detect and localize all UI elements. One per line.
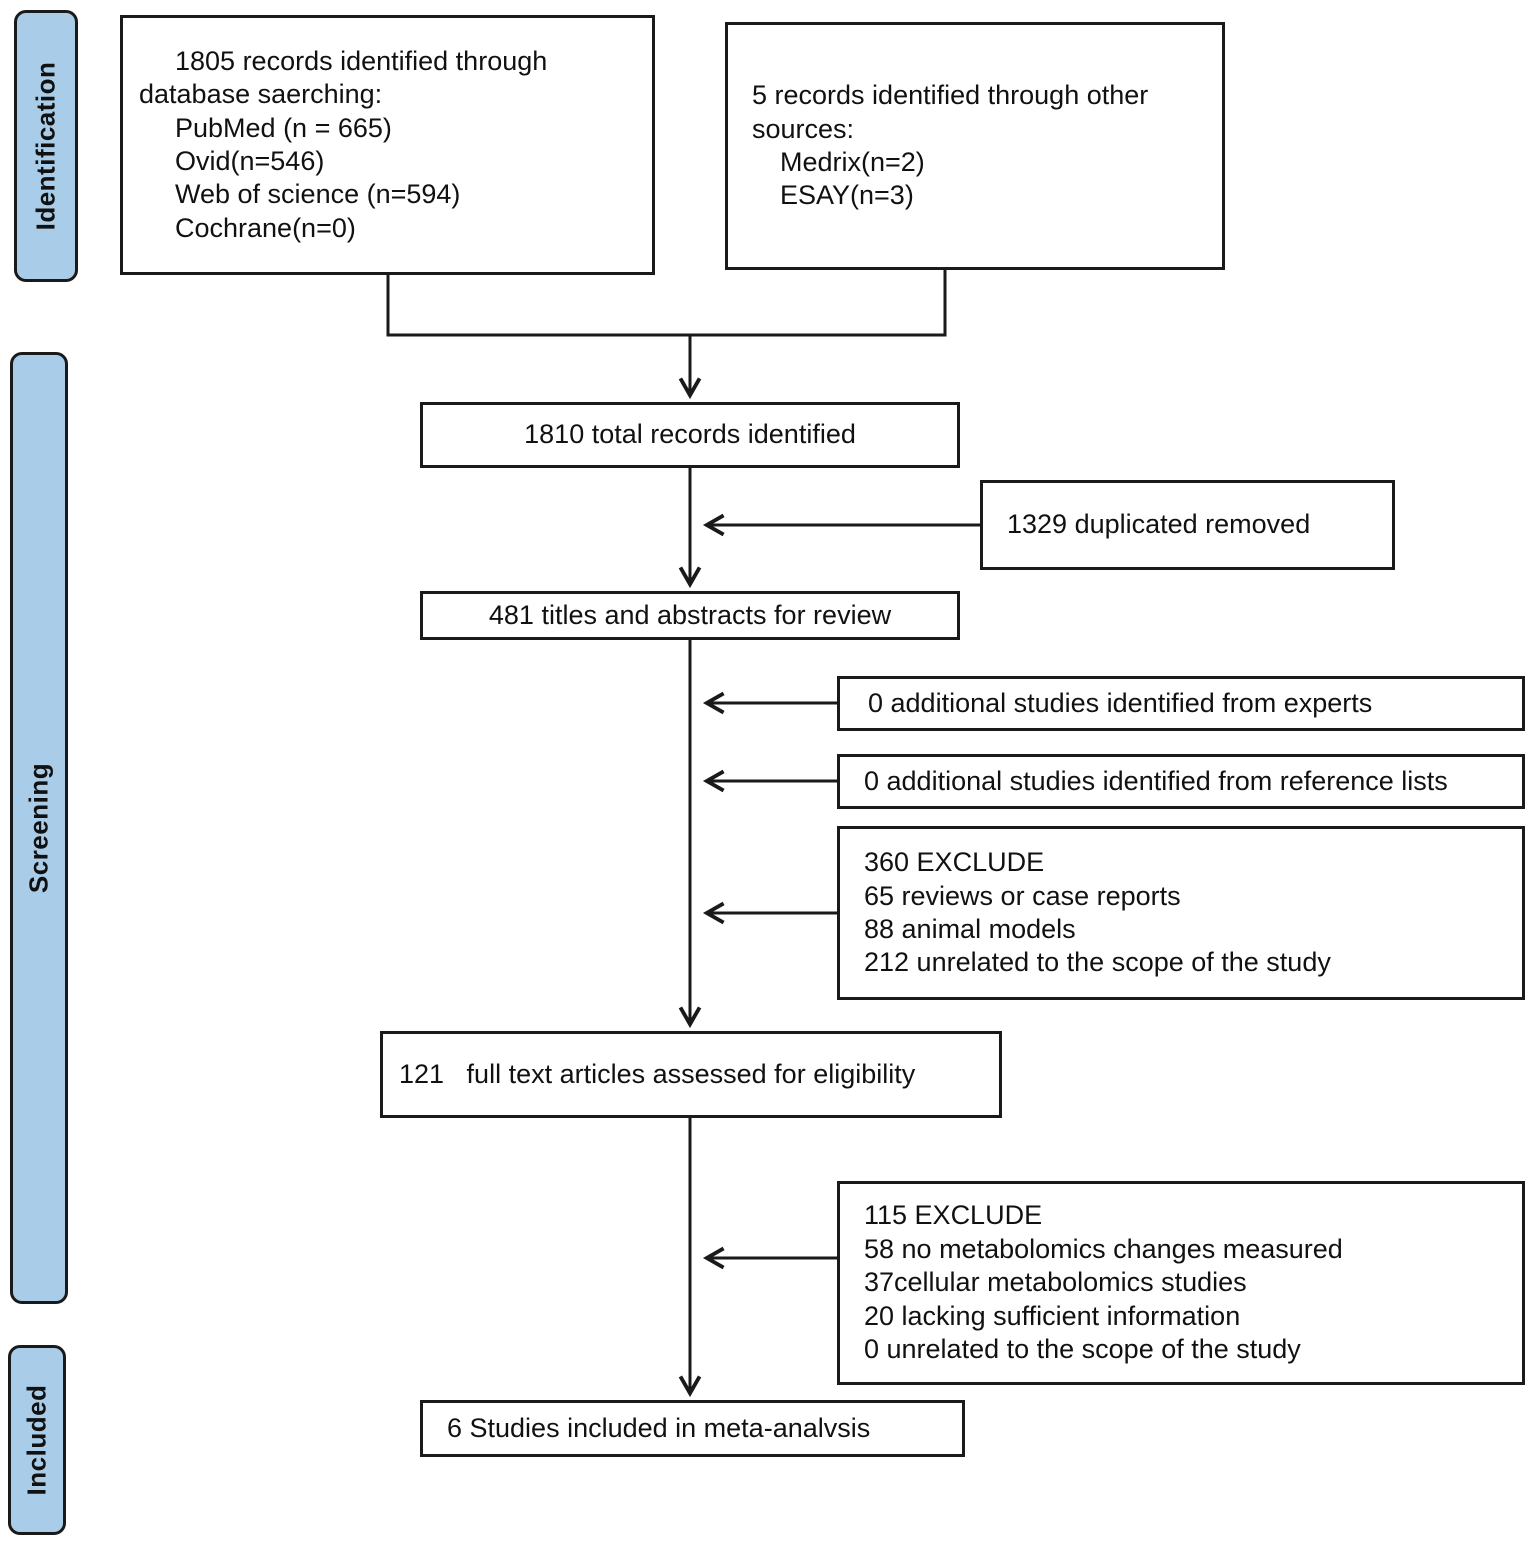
stage-label-included-text: Included	[21, 1384, 52, 1496]
box-exclude-full-text-line: 37cellular metabolomics studies	[864, 1267, 1247, 1298]
box-database-records-line: Ovid(n=546)	[175, 146, 325, 176]
box-titles-abstracts-text: 481 titles and abstracts for review	[488, 599, 892, 630]
box-other-sources-line: Medrix(n=2)	[780, 147, 925, 177]
box-full-text-assessed	[380, 1031, 1002, 1118]
stage-label-screening	[10, 352, 68, 1304]
box-exclude-full-text-line: 115 EXCLUDE	[864, 1200, 1043, 1231]
box-database-records-line: PubMed (n = 665)	[175, 112, 392, 143]
stage-label-identification	[14, 10, 78, 282]
box-other-sources-line: 5 records identified through other	[752, 80, 1149, 111]
box-other-sources-line: ESAY(n=3)	[780, 180, 914, 211]
box-database-records-line: Web of science (n=594)	[175, 179, 461, 210]
box-database-records	[120, 15, 655, 275]
stage-label-screening-text: Screening	[23, 762, 54, 894]
box-database-records-line: Cochrane(n=0)	[175, 212, 356, 243]
box-exclude-full-text	[837, 1181, 1525, 1385]
box-included-studies	[420, 1400, 965, 1457]
box-exclude-screening-line: 65 reviews or case reports	[864, 880, 1181, 911]
box-exclude-screening-line: 360 EXCLUDE	[864, 847, 1045, 878]
stage-label-included	[8, 1345, 66, 1535]
box-exclude-screening-line: 88 animal models	[864, 914, 1076, 944]
box-full-text-assessed-text: 121 full text articles assessed for eligibility	[399, 1058, 916, 1089]
box-additional-reference-lists	[837, 754, 1525, 809]
connector-merge-top	[388, 270, 945, 335]
box-included-studies-text: 6 Studies included in meta-analvsis	[447, 1412, 871, 1443]
box-duplicates-removed	[980, 480, 1395, 570]
box-other-sources-line: sources:	[752, 113, 855, 144]
stage-label-identification-text: Identification	[30, 61, 61, 231]
box-exclude-screening	[837, 826, 1525, 1000]
box-other-sources	[725, 22, 1225, 270]
box-duplicates-removed-text: 1329 duplicated removed	[1007, 509, 1311, 540]
box-total-records	[420, 402, 960, 468]
box-additional-experts-text: 0 additional studies identified from experts	[868, 687, 1373, 718]
box-additional-reference-lists-text: 0 additional studies identified from reference lists	[864, 765, 1448, 796]
box-database-records-line: 1805 records identified through	[175, 45, 548, 76]
box-database-records-line: database saerching:	[139, 79, 383, 110]
box-titles-abstracts	[420, 591, 960, 640]
box-exclude-screening-line: 212 unrelated to the scope of the study	[864, 947, 1331, 978]
box-total-records-text: 1810 total records identified	[524, 419, 856, 450]
box-additional-experts	[837, 676, 1525, 731]
box-exclude-full-text-line: 0 unrelated to the scope of the study	[864, 1334, 1301, 1365]
box-exclude-full-text-line: 20 lacking sufficient information	[864, 1300, 1241, 1331]
box-exclude-full-text-line: 58 no metabolomics changes measured	[864, 1233, 1343, 1264]
